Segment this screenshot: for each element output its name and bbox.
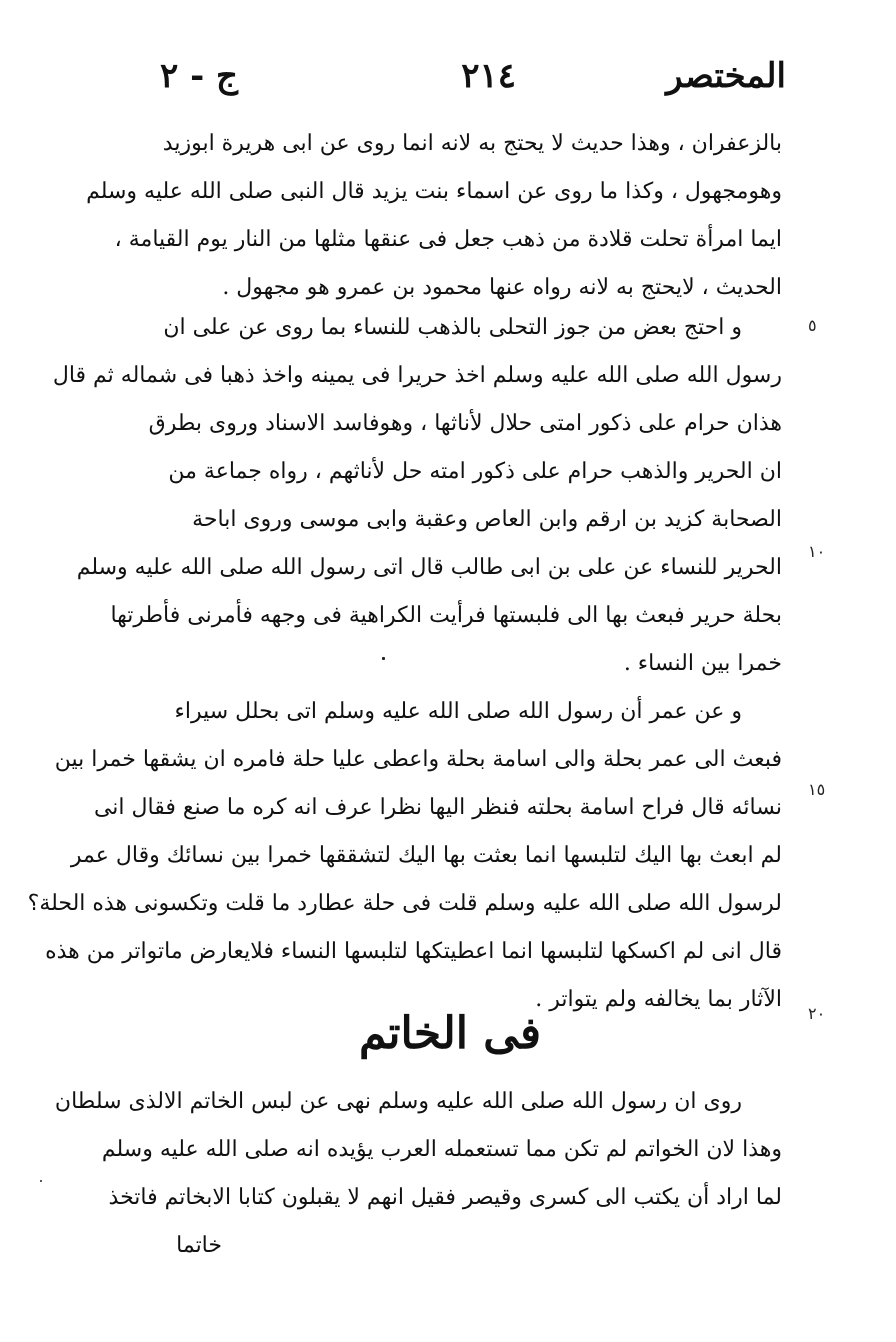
text-line: لما اراد أن يكتب الى كسرى وقيصر فقيل انهم لا يقبلون كتابا الابخاتم فاتخذ <box>108 1185 782 1210</box>
text-line: قال انى لم اكسكها لتلبسها انما اعطيتكها لتلبسها النساء فلايعارض ماتواتر من هذه <box>45 939 782 964</box>
text-line: لرسول الله صلى الله عليه وسلم قلت فى حلة عطارد ما قلت وتكسونى هذه الحلة؟ <box>27 891 782 916</box>
text-line: الحرير للنساء عن على بن ابى طالب قال اتى رسول الله صلى الله عليه وسلم <box>76 555 782 580</box>
paragraph-2 <box>52 304 782 688</box>
margin-line-number: ١٠ <box>808 542 826 561</box>
text-line: ان الحرير والذهب حرام على ذكور امته حل لأناثهم ، رواه جماعة من <box>168 459 782 484</box>
scan-speck <box>40 1180 42 1182</box>
text-line: خمرا بين النساء . <box>623 651 782 676</box>
text-line: وهذا لان الخواتم لم تكن مما تستعمله العرب يؤيده انه صلى الله عليه وسلم <box>101 1137 782 1162</box>
text-line: الصحابة كزيد بن ارقم وابن العاص وعقبة وابى موسى وروى اباحة <box>192 507 782 532</box>
book-title: المختصر <box>666 56 786 96</box>
margin-line-number: ١٥ <box>808 780 826 799</box>
text-line: الحديث ، لايحتج به لانه رواه عنها محمود بن عمرو هو مجهول . <box>222 275 782 300</box>
text-line: هذان حرام على ذكور امتى حلال لأناثها ، وهوفاسد الاسناد وروى بطرق <box>148 411 782 436</box>
volume-number: ج - ٢ <box>160 56 238 96</box>
section-heading: فى الخاتم <box>359 1008 541 1059</box>
margin-line-number: ٢٠ <box>808 1004 826 1023</box>
text-line: و عن عمر أن رسول الله صلى الله عليه وسلم اتى بحلل سيراء <box>174 699 742 724</box>
text-line: خاتما <box>176 1233 222 1258</box>
text-line: بحلة حرير فبعث بها الى فلبستها فرأيت الكراهية فى وجهه فأمرنى فأطرتها <box>110 603 782 628</box>
text-line: فبعث الى عمر بحلة والى اسامة بحلة واعطى عليا حلة فامره ان يشقها خمرا بين <box>54 747 782 772</box>
text-line: و احتج بعض من جوز التحلى بالذهب للنساء بما روى عن على ان <box>163 315 742 340</box>
paragraph-1 <box>86 120 782 312</box>
margin-line-number: ٥ <box>808 316 817 335</box>
paragraph-3 <box>27 688 782 1024</box>
running-header <box>160 56 786 104</box>
page-number: ٢١٤ <box>461 56 516 96</box>
text-line: وهومجهول ، وكذا ما روى عن اسماء بنت يزيد قال النبى صلى الله عليه وسلم <box>86 179 782 204</box>
text-line: رسول الله صلى الله عليه وسلم اخذ حريرا فى يمينه واخذ ذهبا فى شماله ثم قال <box>52 363 782 388</box>
text-line: لم ابعث بها اليك لتلبسها انما بعثت بها اليك لتشققها خمرا بين نسائك وقال عمر <box>70 843 782 868</box>
text-line: نسائه قال فراح اسامة بحلته فنظر اليها نظرا عرف انه كره ما صنع فقال انى <box>93 795 782 820</box>
scan-speck <box>382 657 385 660</box>
text-line: ايما امرأة تحلت قلادة من ذهب جعل فى عنقها مثلها من النار يوم القيامة ، <box>114 227 782 252</box>
text-line: الآثار بما يخالفه ولم يتواتر . <box>535 987 782 1012</box>
text-line: روى ان رسول الله صلى الله عليه وسلم نهى عن لبس الخاتم الالذى سلطان <box>54 1089 742 1114</box>
text-line: بالزعفران ، وهذا حديث لا يحتج به لانه انما روى عن ابى هريرة ابوزيد <box>162 131 782 156</box>
paragraph-4 <box>54 1078 782 1270</box>
